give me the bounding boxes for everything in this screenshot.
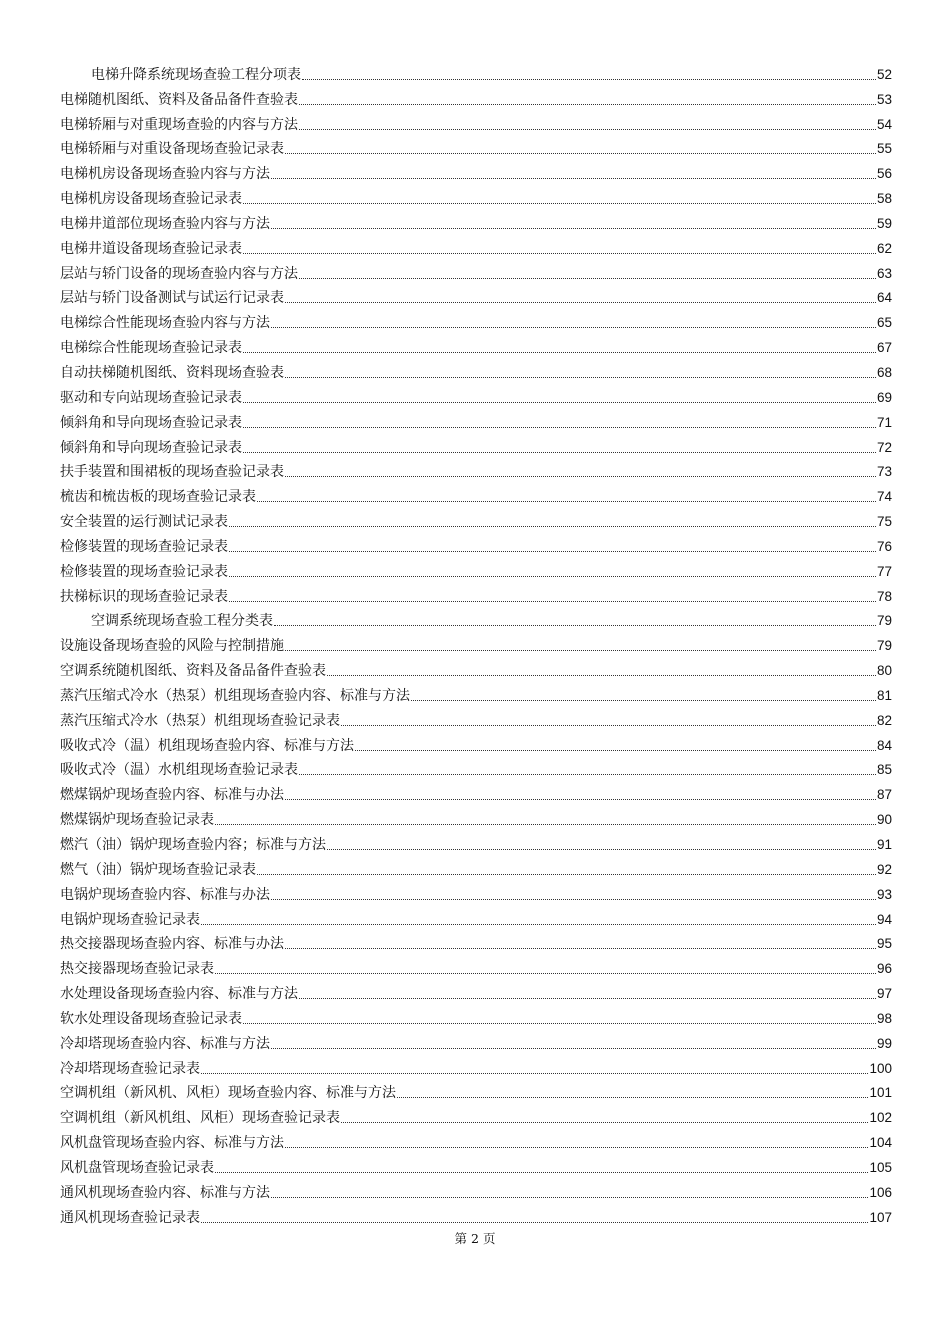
- toc-entry-page-number: 64: [876, 290, 892, 306]
- toc-entry-title: 层站与轿门设备的现场查验内容与方法: [60, 265, 298, 282]
- toc-entry[interactable]: [60, 581, 892, 606]
- toc-entry-title: 电梯综合性能现场查验记录表: [60, 340, 242, 357]
- toc-entry-page-number: 99: [876, 1035, 892, 1051]
- toc-entry[interactable]: [60, 407, 892, 432]
- toc-entry-page-number: 58: [876, 191, 892, 207]
- toc-entry[interactable]: [60, 829, 892, 854]
- toc-entry-title: 电梯轿厢与对重现场查验的内容与方法: [60, 116, 298, 133]
- toc-entry-page-number: 56: [876, 166, 892, 182]
- toc-entry[interactable]: [60, 307, 892, 332]
- toc-entry-title: 风机盘管现场查验内容、标准与方法: [60, 1135, 284, 1152]
- toc-entry[interactable]: [60, 854, 892, 879]
- toc-entry[interactable]: [60, 59, 892, 84]
- toc-entry-title: 自动扶梯随机图纸、资料现场查验表: [60, 364, 284, 381]
- toc-entry-title: 电梯机房设备现场查验内容与方法: [60, 166, 270, 183]
- toc-dot-leader: [201, 1222, 868, 1223]
- toc-entry-page-number: 68: [876, 364, 892, 380]
- toc-entry-page-number: 74: [876, 489, 892, 505]
- toc-entry-title: 倾斜角和导向现场查验记录表: [60, 414, 242, 431]
- toc-entry-page-number: 52: [876, 66, 892, 82]
- table-of-contents: [60, 59, 892, 1227]
- toc-entry[interactable]: [60, 1177, 892, 1202]
- toc-entry-page-number: 67: [876, 340, 892, 356]
- toc-dot-leader: [299, 774, 876, 775]
- toc-entry-title: 层站与轿门设备测试与试运行记录表: [60, 290, 284, 307]
- toc-entry-page-number: 59: [876, 215, 892, 231]
- toc-dot-leader: [285, 1147, 868, 1148]
- toc-entry-title: 空调机组（新风机组、风柜）现场查验记录表: [60, 1110, 340, 1127]
- toc-entry-page-number: 71: [876, 414, 892, 430]
- toc-entry[interactable]: [60, 1078, 892, 1103]
- toc-entry[interactable]: [60, 606, 892, 631]
- toc-dot-leader: [243, 402, 876, 403]
- toc-entry[interactable]: [60, 630, 892, 655]
- toc-entry[interactable]: [60, 158, 892, 183]
- toc-dot-leader: [271, 327, 876, 328]
- toc-dot-leader: [243, 452, 876, 453]
- toc-entry-page-number: 94: [876, 911, 892, 927]
- toc-entry-title: 设施设备现场查验的风险与控制措施: [60, 638, 284, 655]
- toc-entry-page-number: 78: [876, 588, 892, 604]
- toc-entry-page-number: 84: [876, 737, 892, 753]
- page-footer: [0, 1229, 950, 1247]
- toc-entry-page-number: 62: [876, 240, 892, 256]
- toc-entry-page-number: 100: [869, 1060, 892, 1076]
- toc-entry[interactable]: [60, 506, 892, 531]
- toc-dot-leader: [201, 924, 876, 925]
- toc-entry[interactable]: [60, 1028, 892, 1053]
- toc-entry[interactable]: [60, 730, 892, 755]
- toc-dot-leader: [341, 725, 876, 726]
- toc-entry[interactable]: [60, 84, 892, 109]
- toc-dot-leader: [215, 1172, 868, 1173]
- toc-dot-leader: [285, 377, 876, 378]
- toc-entry-title: 蒸汽压缩式冷水（热泵）机组现场查验记录表: [60, 712, 340, 729]
- toc-entry-page-number: 106: [869, 1184, 892, 1200]
- toc-entry[interactable]: [60, 183, 892, 208]
- toc-dot-leader: [215, 824, 876, 825]
- toc-entry-page-number: 55: [876, 141, 892, 157]
- toc-entry-page-number: 95: [876, 936, 892, 952]
- toc-entry-page-number: 73: [876, 464, 892, 480]
- toc-entry-page-number: 79: [876, 638, 892, 654]
- toc-entry[interactable]: [60, 432, 892, 457]
- toc-entry[interactable]: [60, 978, 892, 1003]
- toc-entry-title: 通风机现场查验记录表: [60, 1209, 200, 1226]
- toc-entry-title: 驱动和专向站现场查验记录表: [60, 389, 242, 406]
- toc-dot-leader: [201, 1073, 868, 1074]
- toc-entry-title: 蒸汽压缩式冷水（热泵）机组现场查验内容、标准与方法: [60, 687, 410, 704]
- toc-entry-page-number: 91: [876, 837, 892, 852]
- toc-entry-title: 检修装置的现场查验记录表: [60, 563, 228, 580]
- toc-entry-title: 风机盘管现场查验记录表: [60, 1159, 214, 1176]
- toc-dot-leader: [285, 948, 876, 949]
- toc-dot-leader: [243, 253, 876, 254]
- toc-entry-title: 热交接器现场查验记录表: [60, 961, 214, 978]
- toc-entry[interactable]: [60, 283, 892, 308]
- toc-entry[interactable]: [60, 879, 892, 904]
- toc-dot-leader: [243, 203, 876, 204]
- toc-entry-page-number: 76: [876, 538, 892, 554]
- toc-dot-leader: [397, 1097, 868, 1098]
- toc-entry-title: 电梯井道设备现场查验记录表: [60, 240, 242, 257]
- toc-entry[interactable]: [60, 332, 892, 357]
- toc-entry[interactable]: [60, 1102, 892, 1127]
- toc-entry-page-number: 105: [869, 1159, 892, 1175]
- toc-entry-title: 梳齿和梳齿板的现场查验记录表: [60, 489, 256, 506]
- toc-entry[interactable]: [60, 1003, 892, 1028]
- toc-entry-page-number: 98: [876, 1010, 892, 1026]
- toc-entry[interactable]: [60, 556, 892, 581]
- toc-dot-leader: [271, 1197, 868, 1198]
- toc-entry-title: 冷却塔现场查验记录表: [60, 1060, 200, 1077]
- toc-dot-leader: [257, 874, 876, 875]
- toc-entry-page-number: 107: [869, 1209, 892, 1225]
- toc-entry-title: 扶手装置和围裙板的现场查验记录表: [60, 464, 284, 481]
- toc-entry[interactable]: [60, 134, 892, 159]
- toc-entry-title: 热交接器现场查验内容、标准与办法: [60, 936, 284, 953]
- toc-dot-leader: [285, 476, 876, 477]
- toc-entry[interactable]: [60, 705, 892, 730]
- toc-entry[interactable]: [60, 904, 892, 929]
- toc-entry[interactable]: [60, 457, 892, 482]
- toc-dot-leader: [302, 79, 876, 80]
- toc-entry[interactable]: [60, 233, 892, 258]
- toc-dot-leader: [271, 228, 876, 229]
- toc-dot-leader: [243, 427, 876, 428]
- toc-entry-page-number: 92: [876, 861, 892, 877]
- toc-entry-title: 空调系统现场查验工程分类表: [91, 613, 273, 630]
- toc-entry[interactable]: [60, 680, 892, 705]
- toc-entry-page-number: 87: [876, 787, 892, 803]
- toc-dot-leader: [229, 576, 876, 577]
- toc-entry[interactable]: [60, 531, 892, 556]
- toc-entry-title: 吸收式冷（温）机组现场查验内容、标准与方法: [60, 737, 354, 754]
- toc-entry-page-number: 96: [876, 961, 892, 977]
- toc-entry-page-number: 75: [876, 514, 892, 530]
- toc-entry[interactable]: [60, 929, 892, 954]
- toc-entry-page-number: 53: [876, 91, 892, 107]
- toc-entry-page-number: 93: [876, 886, 892, 902]
- toc-entry-page-number: 82: [876, 712, 892, 728]
- toc-entry-page-number: 90: [876, 812, 892, 828]
- toc-entry-title: 软水处理设备现场查验记录表: [60, 1010, 242, 1027]
- toc-dot-leader: [285, 153, 876, 154]
- toc-dot-leader: [299, 104, 876, 105]
- toc-entry[interactable]: [60, 1202, 892, 1227]
- toc-dot-leader: [327, 849, 876, 850]
- toc-entry-title: 通风机现场查验内容、标准与方法: [60, 1184, 270, 1201]
- toc-entry[interactable]: [60, 755, 892, 780]
- toc-entry[interactable]: [60, 382, 892, 407]
- toc-entry-title: 电锅炉现场查验内容、标准与办法: [60, 886, 270, 903]
- toc-dot-leader: [285, 302, 876, 303]
- toc-entry-title: 倾斜角和导向现场查验记录表: [60, 439, 242, 456]
- toc-entry-page-number: 97: [876, 986, 892, 1002]
- toc-entry-title: 空调机组（新风机、风柜）现场查验内容、标准与方法: [60, 1085, 396, 1102]
- toc-entry-title: 电梯综合性能现场查验内容与方法: [60, 315, 270, 332]
- toc-entry-page-number: 54: [876, 116, 892, 132]
- toc-entry-title: 安全装置的运行测试记录表: [60, 514, 228, 531]
- toc-entry-page-number: 63: [876, 265, 892, 281]
- toc-entry-page-number: 65: [876, 315, 892, 331]
- toc-entry-title: 燃气（油）锅炉现场查验记录表: [60, 861, 256, 878]
- toc-entry-title: 冷却塔现场查验内容、标准与方法: [60, 1035, 270, 1052]
- toc-entry-title: 吸收式冷（温）水机组现场查验记录表: [60, 762, 298, 779]
- toc-entry[interactable]: [60, 953, 892, 978]
- toc-entry[interactable]: [60, 1127, 892, 1152]
- toc-entry[interactable]: [60, 655, 892, 680]
- toc-entry-title: 电梯随机图纸、资料及备品备件查验表: [60, 91, 298, 108]
- toc-dot-leader: [341, 1122, 868, 1123]
- toc-entry-page-number: 81: [876, 687, 892, 703]
- toc-entry[interactable]: [60, 109, 892, 134]
- toc-dot-leader: [229, 551, 876, 552]
- toc-dot-leader: [285, 799, 876, 800]
- toc-entry-title: 空调系统随机图纸、资料及备品备件查验表: [60, 663, 326, 680]
- toc-entry-title: 电锅炉现场查验记录表: [60, 911, 200, 928]
- toc-entry-title: 电梯井道部位现场查验内容与方法: [60, 215, 270, 232]
- toc-entry-page-number: 80: [876, 663, 892, 679]
- toc-entry-title: 检修装置的现场查验记录表: [60, 538, 228, 555]
- toc-entry-title: 扶梯标识的现场查验记录表: [60, 588, 228, 605]
- toc-entry-page-number: 101: [869, 1085, 892, 1101]
- toc-dot-leader: [229, 526, 876, 527]
- toc-dot-leader: [274, 625, 876, 626]
- toc-entry-page-number: 102: [869, 1110, 892, 1126]
- toc-dot-leader: [299, 998, 876, 999]
- toc-dot-leader: [215, 973, 876, 974]
- toc-dot-leader: [271, 899, 876, 900]
- page-number-label: 第 2 页: [454, 1231, 496, 1246]
- toc-dot-leader: [355, 750, 876, 751]
- toc-entry-title: 电梯轿厢与对重设备现场查验记录表: [60, 141, 284, 158]
- toc-dot-leader: [299, 278, 876, 279]
- toc-entry[interactable]: [60, 779, 892, 804]
- toc-dot-leader: [299, 129, 876, 130]
- toc-entry[interactable]: [60, 481, 892, 506]
- toc-entry[interactable]: [60, 804, 892, 829]
- toc-entry-page-number: 77: [876, 563, 892, 579]
- toc-entry-title: 燃煤锅炉现场查验内容、标准与办法: [60, 787, 284, 804]
- toc-dot-leader: [327, 675, 876, 676]
- toc-entry-page-number: 69: [876, 389, 892, 405]
- toc-dot-leader: [271, 178, 876, 179]
- toc-dot-leader: [229, 601, 876, 602]
- toc-dot-leader: [285, 650, 876, 651]
- toc-dot-leader: [411, 700, 876, 701]
- toc-entry-page-number: 104: [869, 1135, 892, 1151]
- toc-dot-leader: [271, 1048, 876, 1049]
- toc-entry[interactable]: [60, 208, 892, 233]
- toc-entry[interactable]: [60, 357, 892, 382]
- toc-entry[interactable]: [60, 1152, 892, 1177]
- toc-entry-title: 燃汽（油）锅炉现场查验内容；标准与方法: [60, 837, 326, 853]
- toc-dot-leader: [243, 1023, 876, 1024]
- toc-entry[interactable]: [60, 1053, 892, 1078]
- toc-entry-title: 电梯机房设备现场查验记录表: [60, 191, 242, 208]
- toc-entry-title: 水处理设备现场查验内容、标准与方法: [60, 986, 298, 1003]
- toc-entry-page-number: 79: [876, 613, 892, 629]
- toc-entry-page-number: 85: [876, 762, 892, 778]
- toc-entry-title: 燃煤锅炉现场查验记录表: [60, 812, 214, 829]
- toc-entry-page-number: 72: [876, 439, 892, 455]
- toc-dot-leader: [243, 352, 876, 353]
- toc-dot-leader: [257, 501, 876, 502]
- toc-entry[interactable]: [60, 258, 892, 283]
- toc-entry-title: 电梯升降系统现场查验工程分项表: [91, 66, 301, 83]
